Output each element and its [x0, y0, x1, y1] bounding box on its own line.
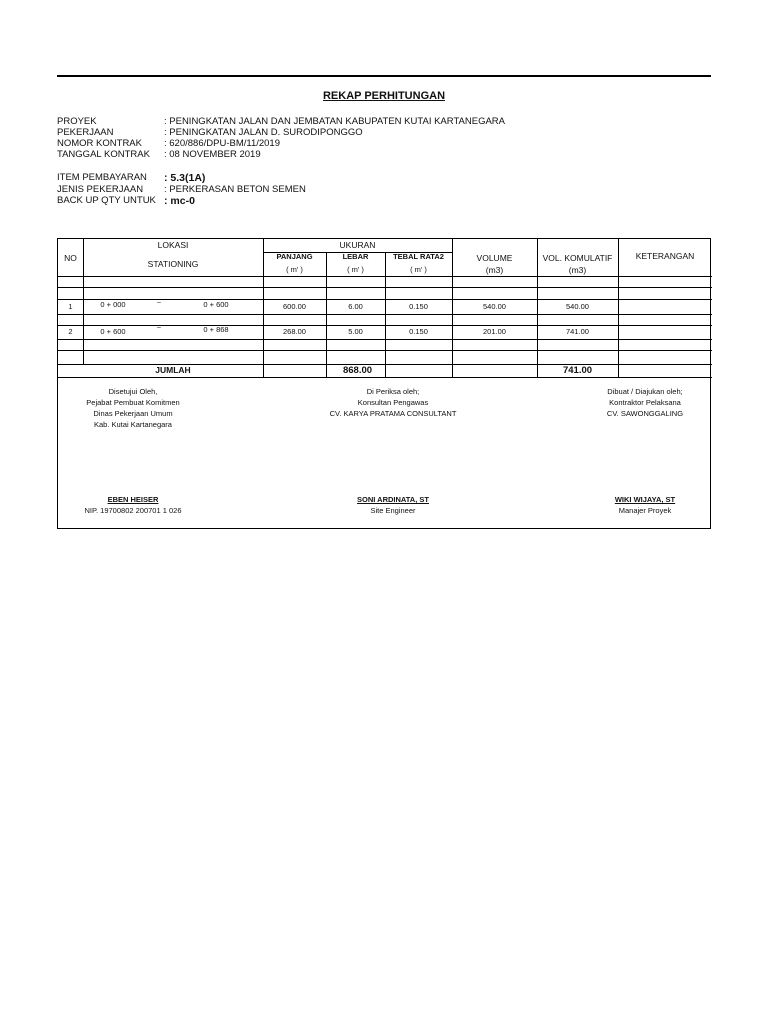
- info-value: : 620/886/DPU-BM/11/2019: [164, 138, 281, 149]
- row-no: 2: [68, 327, 73, 336]
- row-sta-sep: ~: [156, 298, 162, 307]
- row-volume: 201.00: [483, 327, 506, 336]
- info-label: NOMOR KONTRAK: [57, 138, 142, 149]
- info-value: : PENINGKATAN JALAN D. SURODIPONGGO: [164, 127, 363, 138]
- signature-center: [258, 386, 528, 419]
- info-value: : mc-0: [164, 195, 195, 207]
- header-panjang: PANJANG: [276, 252, 313, 261]
- header-tebal-unit: ( m' ): [410, 265, 427, 274]
- signature-right-name-block: [578, 494, 712, 516]
- signature-line: CV. KARYA PRATAMA CONSULTANT: [329, 409, 457, 418]
- signature-line: Di Periksa oleh;: [366, 387, 420, 396]
- signature-right: [578, 386, 712, 419]
- info-label: TANGGAL KONTRAK: [57, 149, 150, 160]
- info-label: ITEM PEMBAYARAN: [57, 172, 147, 183]
- info-label: PEKERJAAN: [57, 127, 114, 138]
- row-sta-to: 0 + 868: [203, 325, 229, 334]
- header-lebar: LEBAR: [342, 252, 369, 261]
- row-panjang: 268.00: [283, 327, 306, 336]
- row-sta-from: 0 + 000: [100, 300, 126, 309]
- row-lebar: 6.00: [348, 302, 363, 311]
- info-label: JENIS PEKERJAAN: [57, 184, 144, 195]
- header-lokasi: LOKASI: [157, 240, 189, 250]
- row-tebal: 0.150: [409, 302, 428, 311]
- signatory-name: EBEN HEISER: [107, 495, 159, 504]
- signature-line: Kontraktor Pelaksana: [609, 398, 681, 407]
- signatory-role: Site Engineer: [370, 506, 416, 515]
- row-vol-komulatif: 741.00: [566, 327, 589, 336]
- signature-line: CV. SAWONGGALING: [606, 409, 684, 418]
- signature-line: Disetujui Oleh,: [108, 387, 158, 396]
- header-keterangan: KETERANGAN: [635, 251, 695, 261]
- header-ukuran: UKURAN: [339, 240, 376, 250]
- signatory-name: SONI ARDINATA, ST: [357, 495, 429, 504]
- grid-line: [83, 239, 84, 364]
- row-sta-to: 0 + 600: [203, 300, 229, 309]
- info-label: PROYEK: [57, 116, 97, 127]
- document-title: REKAP PERHITUNGAN: [322, 90, 446, 102]
- row-tebal: 0.150: [409, 327, 428, 336]
- info-value: : PENINGKATAN JALAN DAN JEMBATAN KABUPATEN KUTAI KARTANEGARA: [164, 116, 506, 127]
- info-label: BACK UP QTY UNTUK: [57, 195, 156, 206]
- signatory-name: WIKI WIJAYA, ST: [614, 495, 676, 504]
- signatory-nip: NIP. 19700802 200701 1 026: [84, 506, 182, 515]
- total-vol-komulatif: 741.00: [562, 365, 593, 376]
- header-volume-unit: (m3): [485, 265, 504, 275]
- row-sta-from: 0 + 600: [100, 327, 126, 336]
- signature-line: Dibuat / Diajukan oleh;: [607, 387, 683, 396]
- row-panjang: 600.00: [283, 302, 306, 311]
- header-stationing: STATIONING: [147, 259, 199, 269]
- total-panjang: 868.00: [342, 365, 373, 376]
- info-value: : PERKERASAN BETON SEMEN: [164, 184, 306, 195]
- total-label: JUMLAH: [155, 365, 191, 375]
- top-rule: [57, 75, 711, 77]
- row-no: 1: [68, 302, 73, 311]
- header-vol-komulatif: VOL. KOMULATIF: [542, 253, 613, 263]
- signature-line: Konsultan Pengawas: [357, 398, 429, 407]
- header-volume: VOLUME: [476, 253, 513, 263]
- row-volume: 540.00: [483, 302, 506, 311]
- info-value: : 08 NOVEMBER 2019: [164, 149, 261, 160]
- recap-table: [57, 238, 711, 529]
- signature-line: Kab. Kutai Kartanegara: [94, 420, 172, 429]
- signature-line: Dinas Pekerjaan Umum: [93, 409, 173, 418]
- signature-left: [58, 386, 208, 430]
- signature-line: Pejabat Pembuat Komitmen: [86, 398, 180, 407]
- header-vol-komulatif-unit: (m3): [568, 265, 587, 275]
- signature-center-name-block: [258, 494, 528, 516]
- row-lebar: 5.00: [348, 327, 363, 336]
- header-no: NO: [64, 253, 77, 263]
- grid-line: [58, 377, 712, 378]
- row-sta-sep: ~: [156, 323, 162, 332]
- header-lebar-unit: ( m' ): [347, 265, 364, 274]
- signature-left-name-block: [58, 494, 208, 516]
- row-vol-komulatif: 540.00: [566, 302, 589, 311]
- signatory-role: Manajer Proyek: [618, 506, 672, 515]
- header-panjang-unit: ( m' ): [286, 265, 303, 274]
- info-value: : 5.3(1A): [164, 172, 206, 184]
- header-tebal: TEBAL RATA2: [393, 252, 444, 261]
